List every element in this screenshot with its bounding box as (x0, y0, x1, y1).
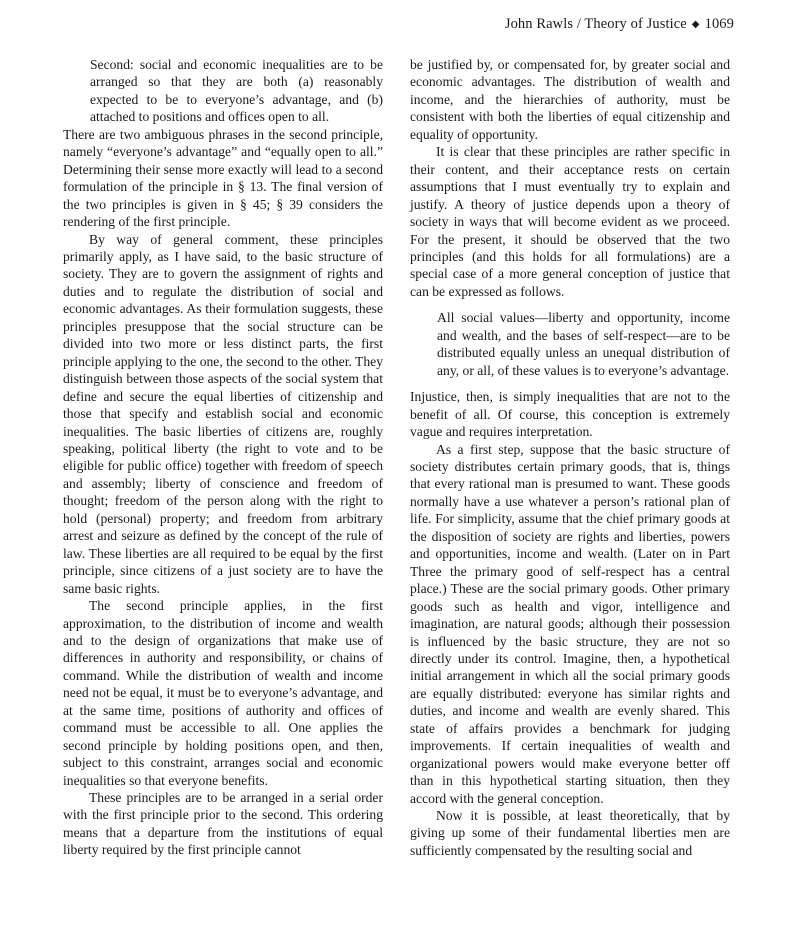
running-header (505, 16, 734, 33)
right-column (410, 56, 730, 859)
body-paragraph: It is clear that these principles are rather specific in their content, and their acceptance rests on certain assumptions that I must eventually try to explain and justify. A theory of justice depends upon a theory of society in ways that will become evident as we proceed. For the present, it should be observed that the two principles (and this holds for all formulations) are a special case of a more general conception of justice that can be expressed as follows. (410, 144, 730, 299)
body-paragraph: As a first step, suppose that the basic structure of society distributes certain primary goods, that is, things that every rational man is presumed to want. These goods normally have a use whatever a person’s rational plan of life. For simplicity, assume that the chief primary goods at the disposition of society are rights and liberties, powers and opportunities, income and wealth. (Later on in Part Three the primary good of self-respect has a central place.) These are the social primary goods. Other primary goods such as health and vigor, intelligence and imagination, are natural goods; although their possession is influenced by the basic structure, they are not so directly under its control. Imagine, then, a hypothetical initial arrangement in which all the social primary goods are equally distributed: everyone has similar rights and duties, and income and wealth are evenly shared. This state of affairs provides a benchmark for judging improvements. If certain inequalities of wealth and organizational powers would make everyone better off than in this hypothetical starting situation, then they accord with the general conception. (410, 441, 730, 806)
body-paragraph: be justified by, or compensated for, by greater social and economic advantages. The distribution of wealth and income, and the hierarchies of authority, must be consistent with both the liberties of equal citizenship and equality of opportunity. (410, 57, 730, 142)
body-paragraph: By way of general comment, these principles primarily apply, as I have said, to the basic structure of society. They are to govern the assignment of rights and duties and to regulate the distribution of social and economic advantages. As their formulation suggests, these principles presuppose that the social structure can be divided into two more or less distinct parts, the first principle applying to the one, the second to the other. They distinguish between those aspects of the social system that define and secure the equal liberties of citizenship and those that specify and establish social and economic inequalities. The basic liberties of citizens are, roughly speaking, political liberty (the right to vote and to be eligible for public office) together with freedom of speech and assembly; liberty of conscience and freedom of thought; freedom of the person along with the right to hold (personal) property; and freedom from arbitrary arrest and seizure as defined by the concept of the rule of law. These liberties are all required to be equal by the first principle, since citizens of a just society are to have the same basic rights. (63, 231, 383, 596)
principle-quote: Second: social and economic inequalities are to be arranged so that they are both (a) reasonably expected to be to everyone’s advantage, and (b) attached to positions and offices open to all. (90, 57, 383, 125)
body-paragraph: Injustice, then, is simply inequalities that are not to the benefit of all. Of course, this conception is extremely vague and requires interpretation. (410, 389, 730, 440)
diamond-icon: ◆ (691, 19, 700, 30)
body-paragraph: These principles are to be arranged in a serial order with the first principle prior to the second. This ordering means that a departure from the institutions of equal liberty required by the first principle cannot (63, 790, 383, 858)
body-paragraph: The second principle applies, in the first approximation, to the distribution of income and wealth and to the design of organizations that make use of differences in authority and responsibility, or chains of command. While the distribution of wealth and income need not be equal, it must be to everyone’s advantage, and at the same time, positions of authority and offices of command must be accessible to all. One applies the second principle by holding positions open, and then, subject to this constraint, arranges social and economic inequalities so that everyone benefits. (63, 598, 383, 788)
general-conception-quote: All social values—liberty and opportunity, income and wealth, and the bases of self-respect—are to be distributed equally unless an unequal distribution of any, or all, of these values is to everyone’s advantage. (437, 310, 730, 378)
body-paragraph: There are two ambiguous phrases in the second principle, namely “everyone’s advantage” and “equally open to all.” Determining their sense more exactly will lead to a second formulation of the principle in § 13. The final version of the two principles is given in § 45; § 39 considers the rendering of the first principle. (63, 126, 383, 230)
running-head: John Rawls / Theory of Justice (504, 16, 687, 32)
left-column (63, 56, 383, 859)
body-paragraph: Now it is possible, at least theoretically, that by giving up some of their fundamental liberties men are sufficiently compensated by the resulting social and (410, 808, 730, 858)
page-number: 1069 (704, 16, 734, 32)
